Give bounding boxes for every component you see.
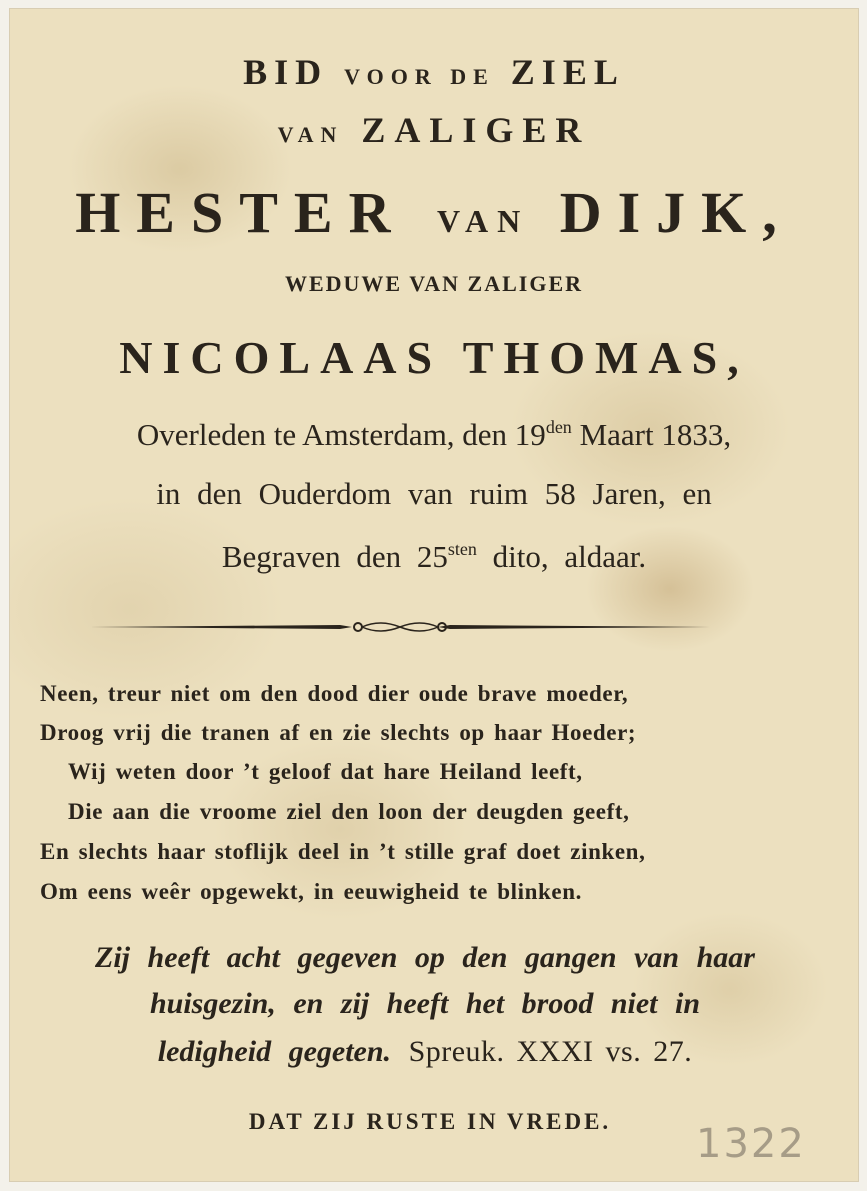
age-line: in den Ouderdom van ruim 58 Jaren, en (156, 476, 712, 511)
proverb-line-2: huisgezin, en zij heeft het brood niet in (149, 987, 701, 1020)
rest-in-peace: DAT ZIJ RUSTE IN VREDE. (248, 1109, 612, 1134)
death-date-sup: den (545, 417, 572, 437)
heading-line-1 (10, 51, 858, 93)
death-date-text-b: Maart 1833, (571, 417, 732, 452)
poem-line-2: Droog vrij die tranen af en zie slechts op haar Hoeder; (40, 720, 637, 745)
death-date-line (10, 417, 858, 453)
burial-line (10, 539, 858, 575)
heading-line-2 (10, 109, 858, 151)
widow-of-line: WEDUWE VAN ZALIGER (284, 271, 584, 296)
memorial-card (10, 9, 858, 1181)
heading-zaliger: ZALIGER (361, 110, 591, 150)
proverb-line-3 (30, 1035, 820, 1069)
ornamental-divider (90, 615, 710, 639)
burial-text-a: Begraven den 25 (221, 539, 448, 574)
proverb-line-1: Zij heeft acht gegeven op den gangen van haar (95, 941, 755, 974)
heading-voor-de: VOOR DE (344, 64, 495, 89)
poem-line-1: Neen, treur niet om den dood dier oude brave moeder, (40, 681, 629, 706)
poem-line-5: En slechts haar stoflijk deel in ’t stille graf doet zinken, (40, 839, 646, 864)
heading-bid: BID (243, 52, 329, 92)
death-date-text-a: Overleden te Amsterdam, den 19 (136, 417, 546, 452)
heading-van: VAN (277, 122, 344, 147)
deceased-first-name: HESTER (75, 180, 407, 245)
heading-ziel: ZIEL (510, 52, 625, 92)
burial-text-b: dito, aldaar. (476, 539, 647, 574)
poem-line-3: Wij weten door ’t geloof dat hare Heiland leeft, (68, 759, 583, 784)
deceased-name (10, 179, 858, 246)
deceased-surname: DIJK, (559, 180, 793, 245)
proverb-line-3-text: ledigheid gegeten. (157, 1035, 392, 1068)
pencil-inventory-number: 1322 (696, 1121, 806, 1167)
proverb-reference: Spreuk. XXXI vs. 27. (408, 1035, 693, 1068)
burial-sup: sten (447, 539, 477, 559)
poem-line-6: Om eens weêr opgewekt, in eeuwigheid te blinken. (40, 879, 582, 904)
deceased-name-van: VAN (437, 203, 530, 239)
poem-line-4: Die aan die vroome ziel den loon der deugden geeft, (68, 799, 630, 824)
spouse-name: NICOLAAS THOMAS, (119, 332, 749, 383)
